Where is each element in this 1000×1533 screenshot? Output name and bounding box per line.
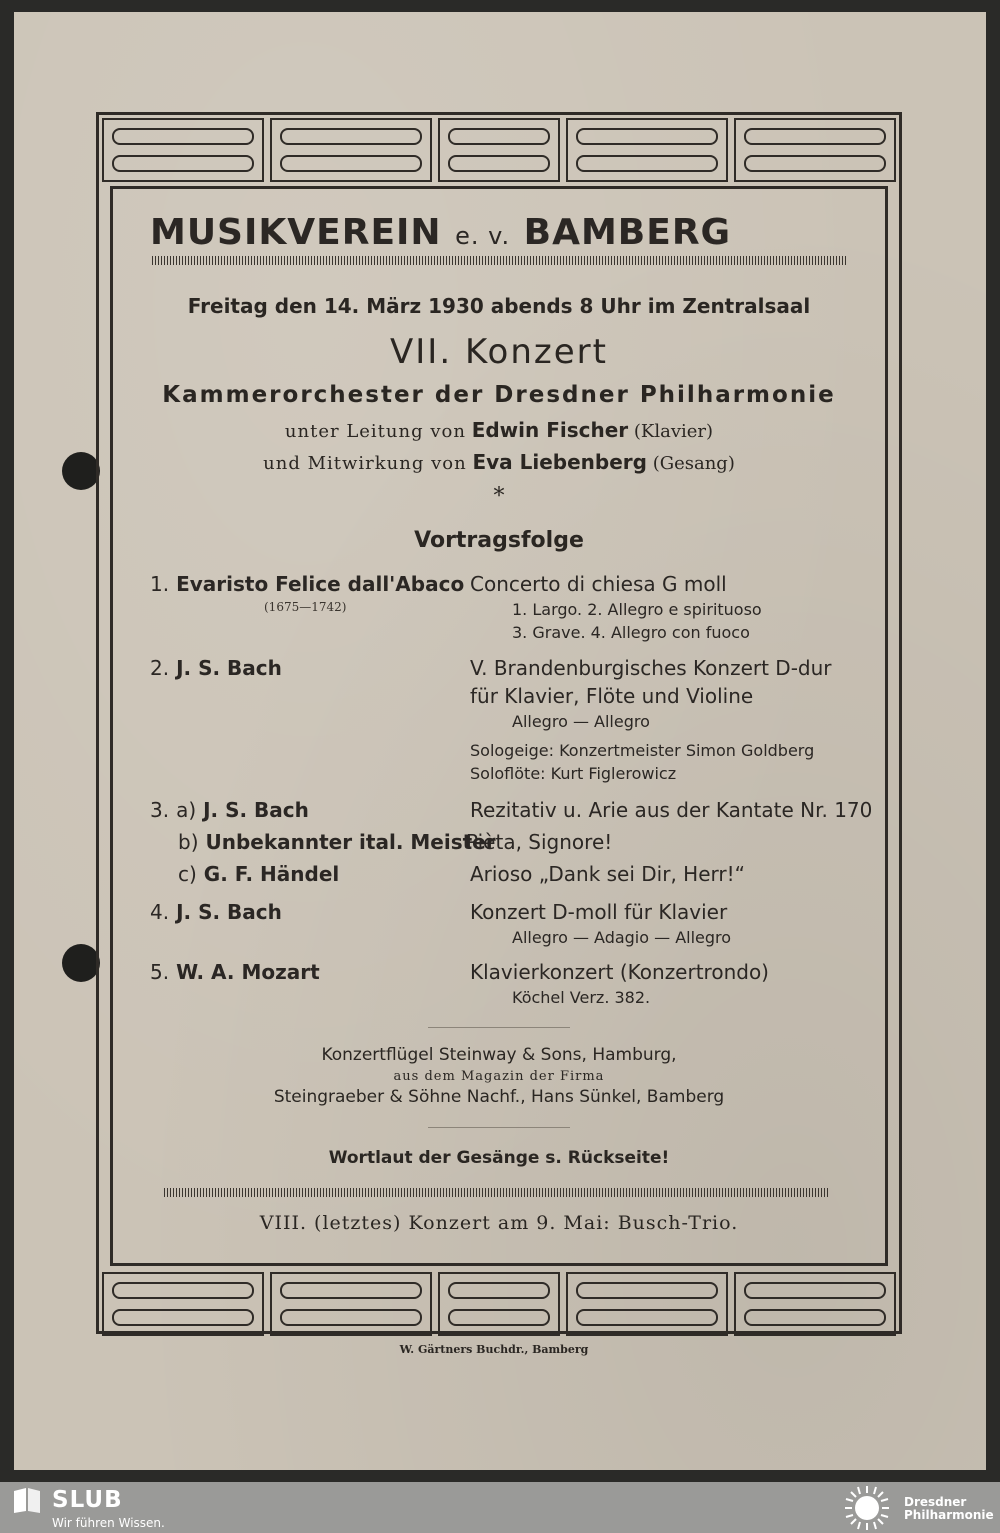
item-work: Rezitativ u. Arie aus der Kantate Nr. 170 — [470, 798, 873, 822]
slub-book-icon — [12, 1486, 42, 1514]
item-sub-letter: c) — [178, 862, 197, 886]
item-composer: J. S. Bach — [176, 656, 282, 680]
program-item — [150, 900, 282, 924]
ornament-panel — [102, 118, 264, 182]
item-work-line2: für Klavier, Flöte und Violine — [470, 684, 754, 708]
item-composer: Evaristo Felice dall'Abaco — [176, 572, 465, 596]
heading-rule — [152, 256, 848, 265]
program-item — [150, 572, 464, 596]
piano-firm: Steingraeber & Söhne Nachf., Hans Sünkel, Bamberg — [273, 1087, 725, 1107]
item-number: 3. — [150, 798, 170, 822]
soloist: Soloflöte: Kurt Figlerowicz — [470, 764, 677, 783]
ornament-panel — [438, 118, 560, 182]
orchestra-name: Kammerorchester der Dresdner Philharmonie — [162, 382, 836, 408]
item-work: Pièta, Signore! — [466, 830, 613, 854]
archive-footer — [0, 1482, 1000, 1533]
society-name: MUSIKVEREIN — [150, 212, 442, 253]
composer-years: (1675—1742) — [264, 600, 347, 614]
ornament-panel — [734, 118, 896, 182]
item-number: 5. — [150, 960, 170, 984]
soloist: Sologeige: Konzertmeister Simon Goldberg — [470, 741, 815, 760]
ornament-panel — [270, 1272, 432, 1336]
leitung-line — [110, 418, 888, 442]
ornament-panel — [566, 118, 728, 182]
philharmonie-sun-icon — [844, 1485, 890, 1531]
item-detail: 1. Largo. 2. Allegro e spirituoso — [512, 600, 762, 619]
item-sub-letter: b) — [178, 830, 199, 854]
punch-hole-upper — [62, 452, 100, 490]
program-item — [150, 656, 282, 680]
item-composer: J. S. Bach — [203, 798, 309, 822]
printer-credit: W. Gärtners Buchdr., Bamberg — [399, 1343, 589, 1356]
bottom-ornament-band — [102, 1272, 896, 1336]
slub-tagline: Wir führen Wissen. — [52, 1516, 165, 1530]
partner-line2: Philharmonie — [904, 1508, 994, 1522]
program-item — [150, 798, 309, 822]
ornament-panel — [102, 1272, 264, 1336]
next-concert: VIII. (letztes) Konzert am 9. Mai: Busch-Trio. — [259, 1212, 739, 1234]
item-work: Konzert D-moll für Klavier — [470, 900, 728, 924]
partner-line1: Dresdner — [904, 1495, 967, 1509]
singer-role: (Gesang) — [652, 453, 735, 474]
mitwirkung-prefix: und Mitwirkung von — [263, 453, 467, 474]
item-detail: Allegro — Adagio — Allegro — [512, 928, 732, 947]
top-ornament-band — [102, 118, 896, 182]
leitung-prefix: unter Leitung von — [284, 421, 466, 442]
item-sub-letter: a) — [176, 798, 197, 822]
singer-name: Eva Liebenberg — [472, 450, 647, 474]
piano-note: Konzertflügel Steinway & Sons, Hamburg, — [321, 1045, 677, 1065]
bottom-rule — [164, 1188, 830, 1197]
program-item — [150, 960, 320, 984]
ornament-panel — [438, 1272, 560, 1336]
item-number: 2. — [150, 656, 170, 680]
short-divider — [428, 1127, 570, 1128]
partner-name — [904, 1496, 994, 1522]
star-divider: * — [493, 484, 505, 509]
lyrics-note: Wortlaut der Gesänge s. Rückseite! — [328, 1148, 670, 1168]
society-ev: e. v. — [455, 222, 511, 250]
item-detail: Allegro — Allegro — [512, 712, 650, 731]
program-item — [178, 862, 339, 886]
ornament-panel — [566, 1272, 728, 1336]
society-heading — [150, 212, 850, 253]
item-detail: Köchel Verz. 382. — [512, 988, 651, 1007]
item-work: V. Brandenburgisches Konzert D-dur — [470, 656, 832, 680]
ornament-panel — [270, 118, 432, 182]
item-work: Arioso „Dank sei Dir, Herr!“ — [470, 862, 745, 886]
punch-hole-lower — [62, 944, 100, 982]
ornament-panel — [734, 1272, 896, 1336]
item-number: 1. — [150, 572, 170, 596]
item-number: 4. — [150, 900, 170, 924]
mitwirkung-line — [110, 450, 888, 474]
program-title: Vortragsfolge — [414, 528, 584, 553]
slub-title: SLUB — [52, 1487, 123, 1513]
item-composer: Unbekannter ital. Meister — [205, 830, 496, 854]
short-divider — [428, 1027, 570, 1028]
society-city: BAMBERG — [523, 212, 732, 253]
piano-from: aus dem Magazin der Firma — [393, 1069, 605, 1084]
conductor-name: Edwin Fischer — [471, 418, 629, 442]
concert-title: VII. Konzert — [390, 332, 608, 372]
item-work: Klavierkonzert (Konzertrondo) — [470, 960, 769, 984]
date-line: Freitag den 14. März 1930 abends 8 Uhr im Zentralsaal — [187, 294, 811, 318]
item-composer: W. A. Mozart — [176, 960, 320, 984]
item-composer: G. F. Händel — [203, 862, 340, 886]
conductor-role: (Klavier) — [633, 421, 714, 442]
item-work: Concerto di chiesa G moll — [470, 572, 727, 596]
item-composer: J. S. Bach — [176, 900, 282, 924]
program-item — [178, 830, 496, 854]
item-detail: 3. Grave. 4. Allegro con fuoco — [512, 623, 750, 642]
